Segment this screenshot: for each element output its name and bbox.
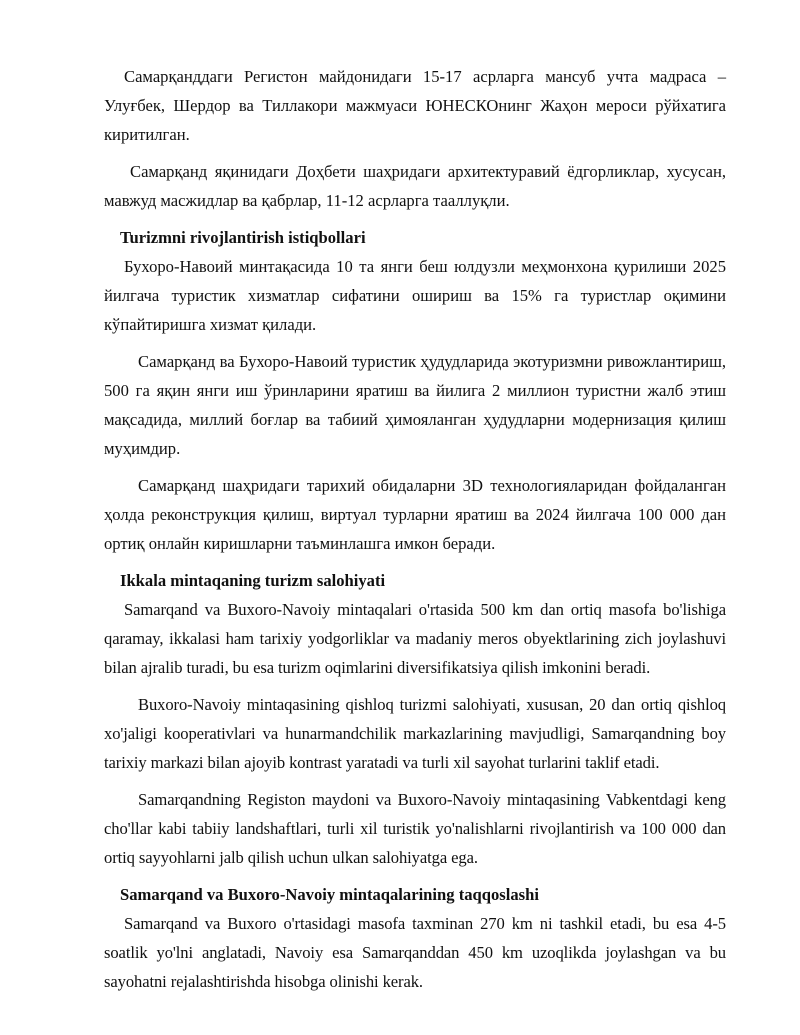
paragraph-3d-reconstruction: Самарқанд шаҳридаги тарихий обидаларни 3D технологияларидан фойдаланган ҳолда реконструкция қилиш, виртуал турларни яратиш ва 2024 йилгача 100 000 дан ортиқ онлайн киришларни таъминлашга имкон беради. — [104, 476, 726, 553]
section-heading-development-prospects: Turizmni rivojlantirish istiqbollari — [120, 228, 366, 247]
intro-paragraph-dohbet: Самарқанд яқинидаги Доҳбети шаҳридаги архитектуравий ёдгорликлар, хусусан, мавжуд масжидлар ва қабрлар, 11-12 асрларга тааллуқли. — [104, 162, 726, 210]
paragraph-hotels: Бухоро-Навоий минтақасида 10 та янги беш юлдузли меҳмонхона қурилиши 2025 йилгача туристик хизматлар сифатини ошириш ва 15% га туристлар оқимини кўпайтиришга хизмат қилади. — [104, 257, 726, 334]
section-heading-tourism-potential: Ikkala mintaqaning turizm salohiyati — [120, 571, 386, 590]
paragraph-ecotourism: Самарқанд ва Бухоро-Навоий туристик ҳудудларида экотуризмни ривожлантириш, 500 га яқин янги иш ўринларини яратиш ва йилига 2 миллион туристни жалб этиш мақсадида, миллий боғлар ва табиий ҳимояланган ҳудудларни модернизация қилиш муҳимдир. — [104, 352, 726, 458]
paragraph-distance-comparison: Samarqand va Buxoro o'rtasidagi masofa taxminan 270 km ni tashkil etadi, bu esa 4-5 soatlik yo'lni anglatadi, Navoiy esa Samarqanddan 450 km uzoqlikda joylashgan va bu sayohatni rejalashtirishda hisobga olinishi kerak. — [104, 914, 726, 991]
section-heading-comparison: Samarqand va Buxoro-Navoiy mintaqalarining taqqoslashi — [120, 885, 539, 904]
paragraph-rural-tourism: Buxoro-Navoiy mintaqasining qishloq turizmi salohiyati, xususan, 20 dan ortiq qishloq xo'jaligi kooperativlari va hunarmandchilik markazlarining mavjudligi, Samarqandning boy tarixiy markazi bilan ajoyib kontrast yaratadi va turli xil sayohat turlarini taklif etadi. — [104, 695, 726, 772]
paragraph-landscapes: Samarqandning Registon maydoni va Buxoro-Navoiy mintaqasining Vabkentdagi keng cho'llar kabi tabiiy landshaftlari, turli xil turistik yo'nalishlarni rivojlantirish va 100 000 dan ortiq sayyohlarni jalb qilish uchun ulkan salohiyatga ega. — [104, 790, 726, 867]
document-page — [104, 62, 726, 996]
intro-paragraph-registan: Самарқанддаги Регистон майдонидаги 15-17 асрларга мансуб учта мадраса – Улуғбек, Шердор ва Тиллакори мажмуаси ЮНЕСКОнинг Жаҳон мероси рўйхатига киритилган. — [104, 67, 726, 144]
paragraph-distance-heritage: Samarqand va Buxoro-Navoiy mintaqalari o'rtasida 500 km dan ortiq masofa bo'lishiga qaramay, ikkalasi ham tarixiy yodgorliklar va madaniy meros obyektlarining zich joylashuvi bilan ajralib turadi, bu esa turizm oqimlarini diversifikatsiya qilish imkonini beradi. — [104, 600, 726, 677]
